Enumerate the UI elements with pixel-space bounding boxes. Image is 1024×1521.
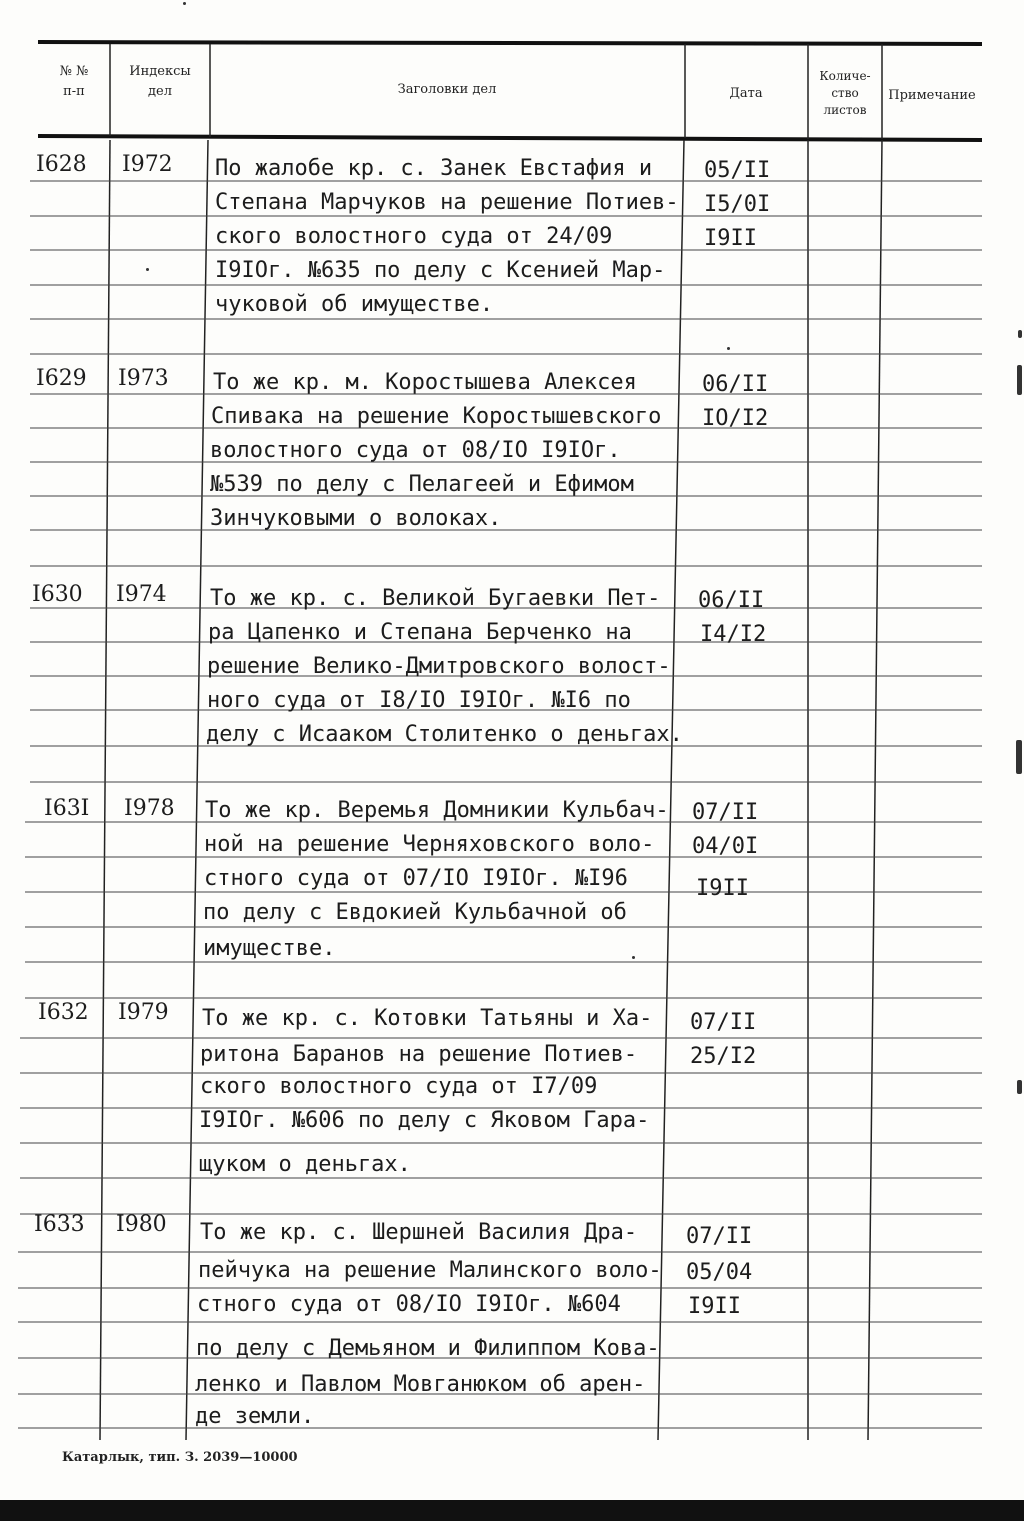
record-title-line: ленко и Павлом Мовганюком об арен- [195, 1372, 646, 1397]
record-index: I973 [118, 366, 169, 391]
scan-speck [183, 2, 186, 5]
record-title-line: стного суда от 07/IO I9IOг. №I96 [204, 866, 628, 891]
record-date-line: 25/I2 [690, 1044, 757, 1069]
scan-speck [727, 347, 730, 350]
record-index: I972 [122, 152, 173, 177]
record-date-line: I9II [696, 876, 749, 901]
record-date-line: 06/II [698, 588, 765, 613]
record-title-line: Зинчуковыми о волоках. [210, 506, 502, 531]
scan-speck [632, 956, 635, 959]
header-index-column: Индексы дел [129, 64, 191, 99]
record-title-line: ритона Баранов на решение Потиев- [200, 1042, 638, 1067]
record-title-line: решение Велико-Дмитровского волост- [207, 654, 671, 679]
record-date-line: 07/II [692, 800, 759, 825]
record-title-line: чуковой об имуществе. [215, 292, 494, 317]
record-title-line: ского волостного суда от I7/09 [200, 1074, 598, 1099]
record-index: I978 [124, 796, 175, 821]
record-number: I629 [36, 366, 87, 391]
record-title-line: стного суда от 08/IO I9IOг. №604 [197, 1292, 621, 1317]
record-date-line: I4/I2 [700, 622, 767, 647]
record-number: I63I [44, 796, 90, 821]
record-title-line: ра Цапенко и Степана Берченко на [208, 620, 632, 645]
record-title-line: То же кр. с. Великой Бугаевки Пет- [210, 586, 661, 611]
header-date-column: Дата [729, 86, 763, 101]
record-title-line: То же кр. Веремья Домникии Кульбач- [205, 798, 669, 823]
record-title-line: по делу с Евдокией Кульбачной об [203, 900, 627, 925]
record-title-line: щуком о деньгах. [199, 1152, 411, 1177]
scan-speck [1016, 740, 1022, 774]
record-title-line: ной на решение Черняховского воло- [204, 832, 655, 857]
record-title-line: имуществе. [203, 936, 336, 961]
record-title-line: де земли. [195, 1404, 315, 1429]
record-date-line: 05/II [704, 158, 771, 183]
record-number: I632 [38, 1000, 89, 1025]
record-number: I630 [32, 582, 83, 607]
printer-imprint: Катарлык, тип. З. 2039—10000 [62, 1450, 298, 1465]
record-title-line: делу с Исааком Столитенко о деньгах. [206, 722, 683, 747]
scan-edge-bar [0, 1500, 1024, 1521]
record-index: I979 [118, 1000, 169, 1025]
record-title-line: То же кр. м. Коростышева Алексея [213, 370, 637, 395]
record-date-line: I9II [704, 226, 757, 251]
record-number: I628 [36, 152, 87, 177]
scan-speck [1017, 1080, 1022, 1094]
record-index: I974 [116, 582, 167, 607]
record-title-line: I9IOг. №606 по делу с Яковом Гара- [199, 1108, 650, 1133]
record-title-line: ного суда от I8/IO I9IOг. №I6 по [207, 688, 631, 713]
record-date-line: 05/04 [686, 1260, 753, 1285]
record-date-line: I5/0I [704, 192, 771, 217]
record-title-line: Степана Марчуков на решение Потиев- [215, 190, 679, 215]
record-title-line: То же кр. с. Шершней Василия Дра- [200, 1220, 638, 1245]
header-sheets-column: Количе- ство листов [819, 69, 871, 117]
record-date-line: 07/II [686, 1224, 753, 1249]
record-title-line: То же кр. с. Котовки Татьяны и Ха- [202, 1006, 653, 1031]
record-title-line: По жалобе кр. с. Занек Евстафия и [215, 156, 653, 181]
record-date-line: 06/II [702, 372, 769, 397]
header-number-column: № № п-п [59, 64, 89, 99]
scan-speck [1018, 330, 1022, 338]
record-number: I633 [34, 1212, 85, 1237]
header-note-column: Примечание [888, 88, 976, 103]
record-date-line: I9II [688, 1294, 741, 1319]
record-date-line: 04/0I [692, 834, 759, 859]
record-title-line: Спивака на решение Коростышевского [211, 404, 662, 429]
scan-speck [1017, 365, 1022, 395]
record-title-line: волостного суда от 08/IO I9IOг. [210, 438, 621, 463]
header-title-column: Заголовки дел [397, 82, 497, 97]
scan-speck [146, 268, 149, 271]
record-index: I980 [116, 1212, 167, 1237]
record-title-line: №539 по делу с Пелагеей и Ефимом [210, 472, 634, 497]
record-date-line: 07/II [690, 1010, 757, 1035]
record-title-line: I9IOг. №635 по делу с Ксенией Мар- [215, 258, 666, 283]
record-date-line: IO/I2 [702, 406, 769, 431]
record-title-line: ского волостного суда от 24/09 [215, 224, 613, 249]
record-title-line: по делу с Демьяном и Филиппом Кова- [196, 1336, 660, 1361]
record-title-line: пейчука на решение Малинского воло- [198, 1258, 662, 1283]
